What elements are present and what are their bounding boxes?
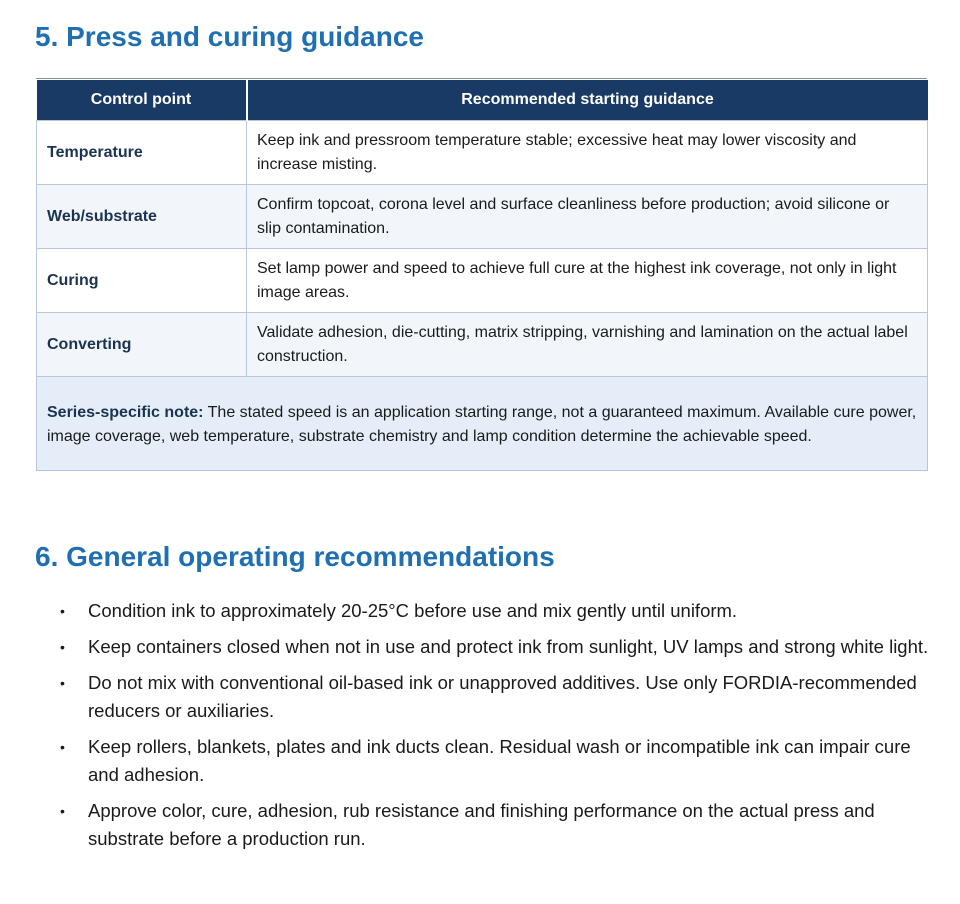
row-label-converting: Converting — [37, 313, 247, 377]
row-label-temperature: Temperature — [37, 121, 247, 185]
bullet-icon: • — [60, 603, 65, 619]
row-label-web-substrate: Web/substrate — [37, 185, 247, 249]
table-row — [37, 185, 928, 249]
row-guidance-curing: Set lamp power and speed to achieve full cure at the highest ink coverage, not only in light image areas. — [247, 249, 928, 313]
table-top-rule — [36, 78, 927, 79]
series-note-text: The stated speed is an application starting range, not a guaranteed maximum. Available cure power, image coverage, web temperature, substrate chemistry and lamp condition determine the achievable speed. — [47, 403, 917, 445]
press-curing-table — [36, 80, 928, 471]
series-note-row — [37, 377, 928, 471]
row-guidance-temperature: Keep ink and pressroom temperature stable; excessive heat may lower viscosity and increase misting. — [247, 121, 928, 185]
row-guidance-converting: Validate adhesion, die-cutting, matrix stripping, varnishing and lamination on the actual label construction. — [247, 313, 928, 377]
list-item-text: Keep rollers, blankets, plates and ink ducts clean. Residual wash or incompatible ink can impair cure and adhesion. — [88, 736, 911, 785]
row-label-curing: Curing — [37, 249, 247, 313]
bullet-icon: • — [60, 675, 65, 691]
section-5-heading: 5. Press and curing guidance — [35, 21, 425, 52]
bullet-icon: • — [60, 739, 65, 755]
row-guidance-web-substrate: Confirm topcoat, corona level and surface cleanliness before production; avoid silicone or slip contamination. — [247, 185, 928, 249]
header-recommended-guidance: Recommended starting guidance — [247, 80, 928, 121]
list-item-text: Keep containers closed when not in use and protect ink from sunlight, UV lamps and strong white light. — [88, 636, 929, 657]
table-row — [37, 121, 928, 185]
series-note-lead: Series-specific note: — [47, 403, 204, 421]
header-control-point: Control point — [37, 80, 247, 121]
table-header-row — [37, 80, 928, 121]
list-item — [55, 633, 935, 661]
list-item-text: Do not mix with conventional oil-based ink or unapproved additives. Use only FORDIA-recommended reducers or auxiliaries. — [88, 672, 917, 721]
bullet-icon: • — [60, 803, 65, 819]
operating-recommendations-list — [55, 597, 935, 861]
bullet-icon: • — [60, 639, 65, 655]
table-row — [37, 313, 928, 377]
list-item — [55, 597, 935, 625]
series-note-cell — [37, 377, 928, 471]
table-row — [37, 249, 928, 313]
list-item — [55, 733, 935, 789]
list-item — [55, 669, 935, 725]
list-item-text: Approve color, cure, adhesion, rub resistance and finishing performance on the actual press and substrate before a production run. — [88, 800, 875, 849]
section-6-heading: 6. General operating recommendations — [35, 541, 555, 572]
list-item-text: Condition ink to approximately 20-25°C before use and mix gently until uniform. — [88, 600, 738, 621]
list-item — [55, 797, 935, 853]
